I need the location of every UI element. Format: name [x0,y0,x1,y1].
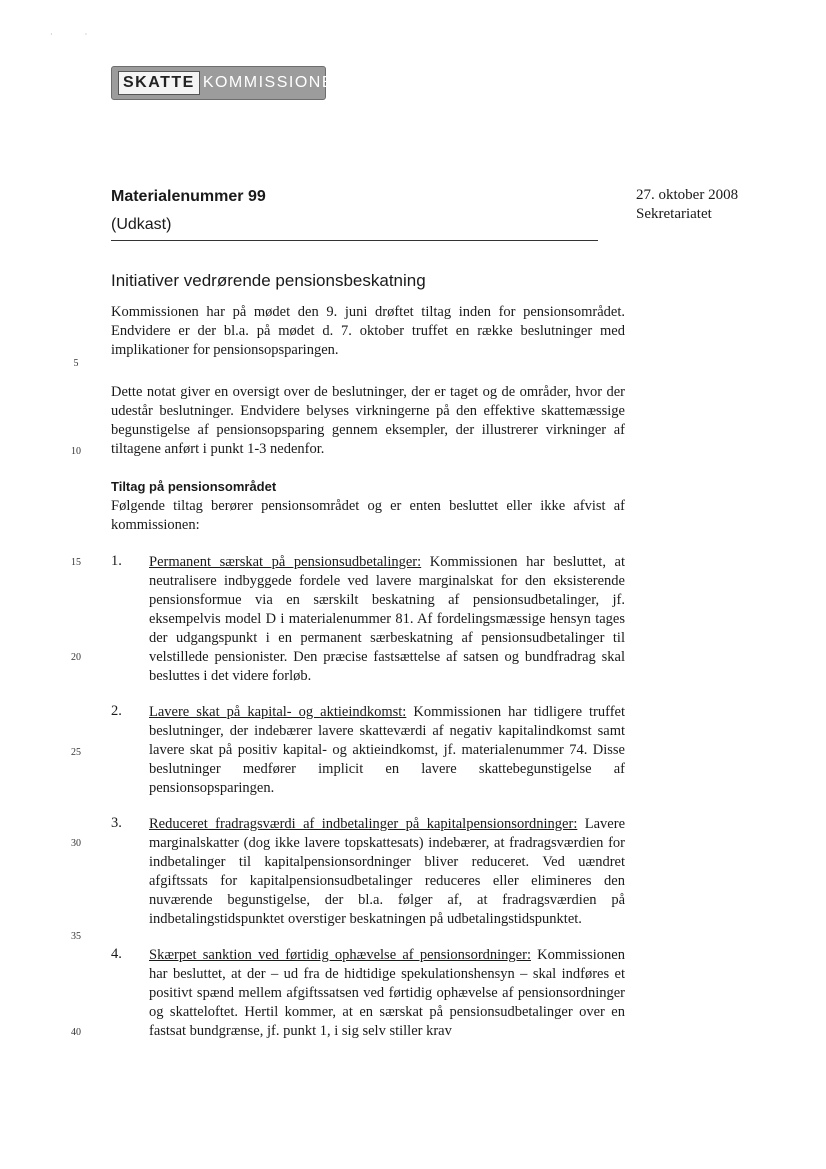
item-3-heading: Reduceret fradragsværdi af indbetalinger på kapitalpensionsordninger: [149,816,578,832]
paragraph-2: Dette notat giver en oversigt over de beslutninger, der er taget og de områder, hvor der udestår beslutninger. Endvidere belyses virkningerne på den effektive skattemæssige begunstigelse af pensionsopsparing gennem eksempler, der illustrerer virkninger af tiltagene anført i punkt 1-3 nedenfor. [111,384,625,457]
item-1-heading: Permanent særskat på pensionsudbetalinger: [149,554,422,570]
logo-part-skatte: SKATTE [118,71,200,95]
paragraph-1: Kommissionen har på mødet den 9. juni drøftet tiltag inden for pensionsområdet. Endvidere er der bl.a. på mødet d. 7. oktober truffet en række beslutninger med implikationer for pensionsopsparingen. [111,304,625,358]
line-number: 15 [71,557,81,568]
document-title: Initiativer vedrørende pensionsbeskatning [111,271,426,290]
line-number: 25 [71,747,81,758]
material-number: Materialenummer 99 [111,188,266,205]
item-2-heading: Lavere skat på kapital- og aktieindkomst: [149,704,407,720]
date-block [636,186,738,224]
item-1-number: 1. [111,553,122,569]
item-2-text: Kommissionen har tidligere truffet beslutninger, der indebærer lavere skatteværdi af negativ kapitalindkomst samt lavere skat på positiv kapital- og aktieindkomst, jf. materialenummer 74. Disse beslutninger medfører implicit en lavere skattebegunstigelse af pensionsopsparingen. [149,704,625,796]
item-1-text: Kommissionen har besluttet, at neutralisere indbyggede fordele ved lavere marginalskat for den eksisterende pensionsformue via en særskilt beskatning af pensionsudbetalinger, jf. eksempelvis model D i materialenummer 81. Af fordelingsmæssige hensyn tages der udgangspunkt i en permanent særbeskatning af pensionsudbetalinger til velstillede pensionister. Den præcise fastsættelse af satsen og bundfradrag skal besluttes i det videre forløb. [149,554,625,684]
item-4-text: Kommissionen har besluttet, at der – ud fra de hidtidige spekulationshensyn – skal indføres et positivt spænd mellem afgiftssatsen ved førtidig ophævelse af pensionsordninger og skatteloftet. Hertil kommer, at en særskat på pensionsudbetalinger over en fastsat bundgrænse, jf. punkt 1, i sig selv stiller krav [149,947,625,1039]
skattekommissionen-logo [111,66,348,100]
item-2 [149,703,625,798]
item-1 [149,553,625,686]
item-4-heading: Skærpet sanktion ved førtidig ophævelse af pensionsordninger: [149,947,531,963]
item-2-number: 2. [111,703,122,719]
item-4-number: 4. [111,946,122,962]
section-heading: Tiltag på pensionsområdet [111,479,277,494]
item-3-number: 3. [111,815,122,831]
logo-part-kommissionen: KOMMISSIONEN [202,74,348,91]
document-date: 27. oktober 2008 [636,187,739,203]
line-number: 10 [71,446,81,457]
line-number: 35 [71,931,81,942]
header-rule [111,240,598,241]
section-intro: Følgende tiltag berører pensionsområdet og er enten besluttet eller ikke afvist af kommissionen: [111,498,625,533]
item-3-text: Lavere marginalskatter (dog ikke lavere topskattesats) indebærer, at fradragsværdien for indbetalinger til kapitalpensionsordninger bliver reduceret. Ved uændret afgiftssats for kapitalpensionsudbetalinger reduceres eller elimineres den nuværende begunstigelse, der bl.a. følger af, at fradragsværdien på indbetalingstidspunktet overstiger beskatningen på udbetalingstidspunktet. [149,816,626,927]
draft-label: (Udkast) [111,216,172,233]
item-4 [149,946,625,1041]
scan-specks: · · [50,30,88,39]
item-3 [149,815,625,929]
line-number: 5 [73,358,79,369]
department: Sekretariatet [636,206,712,222]
line-number: 20 [71,652,81,663]
line-number: 30 [71,838,81,849]
line-number: 40 [71,1027,81,1038]
